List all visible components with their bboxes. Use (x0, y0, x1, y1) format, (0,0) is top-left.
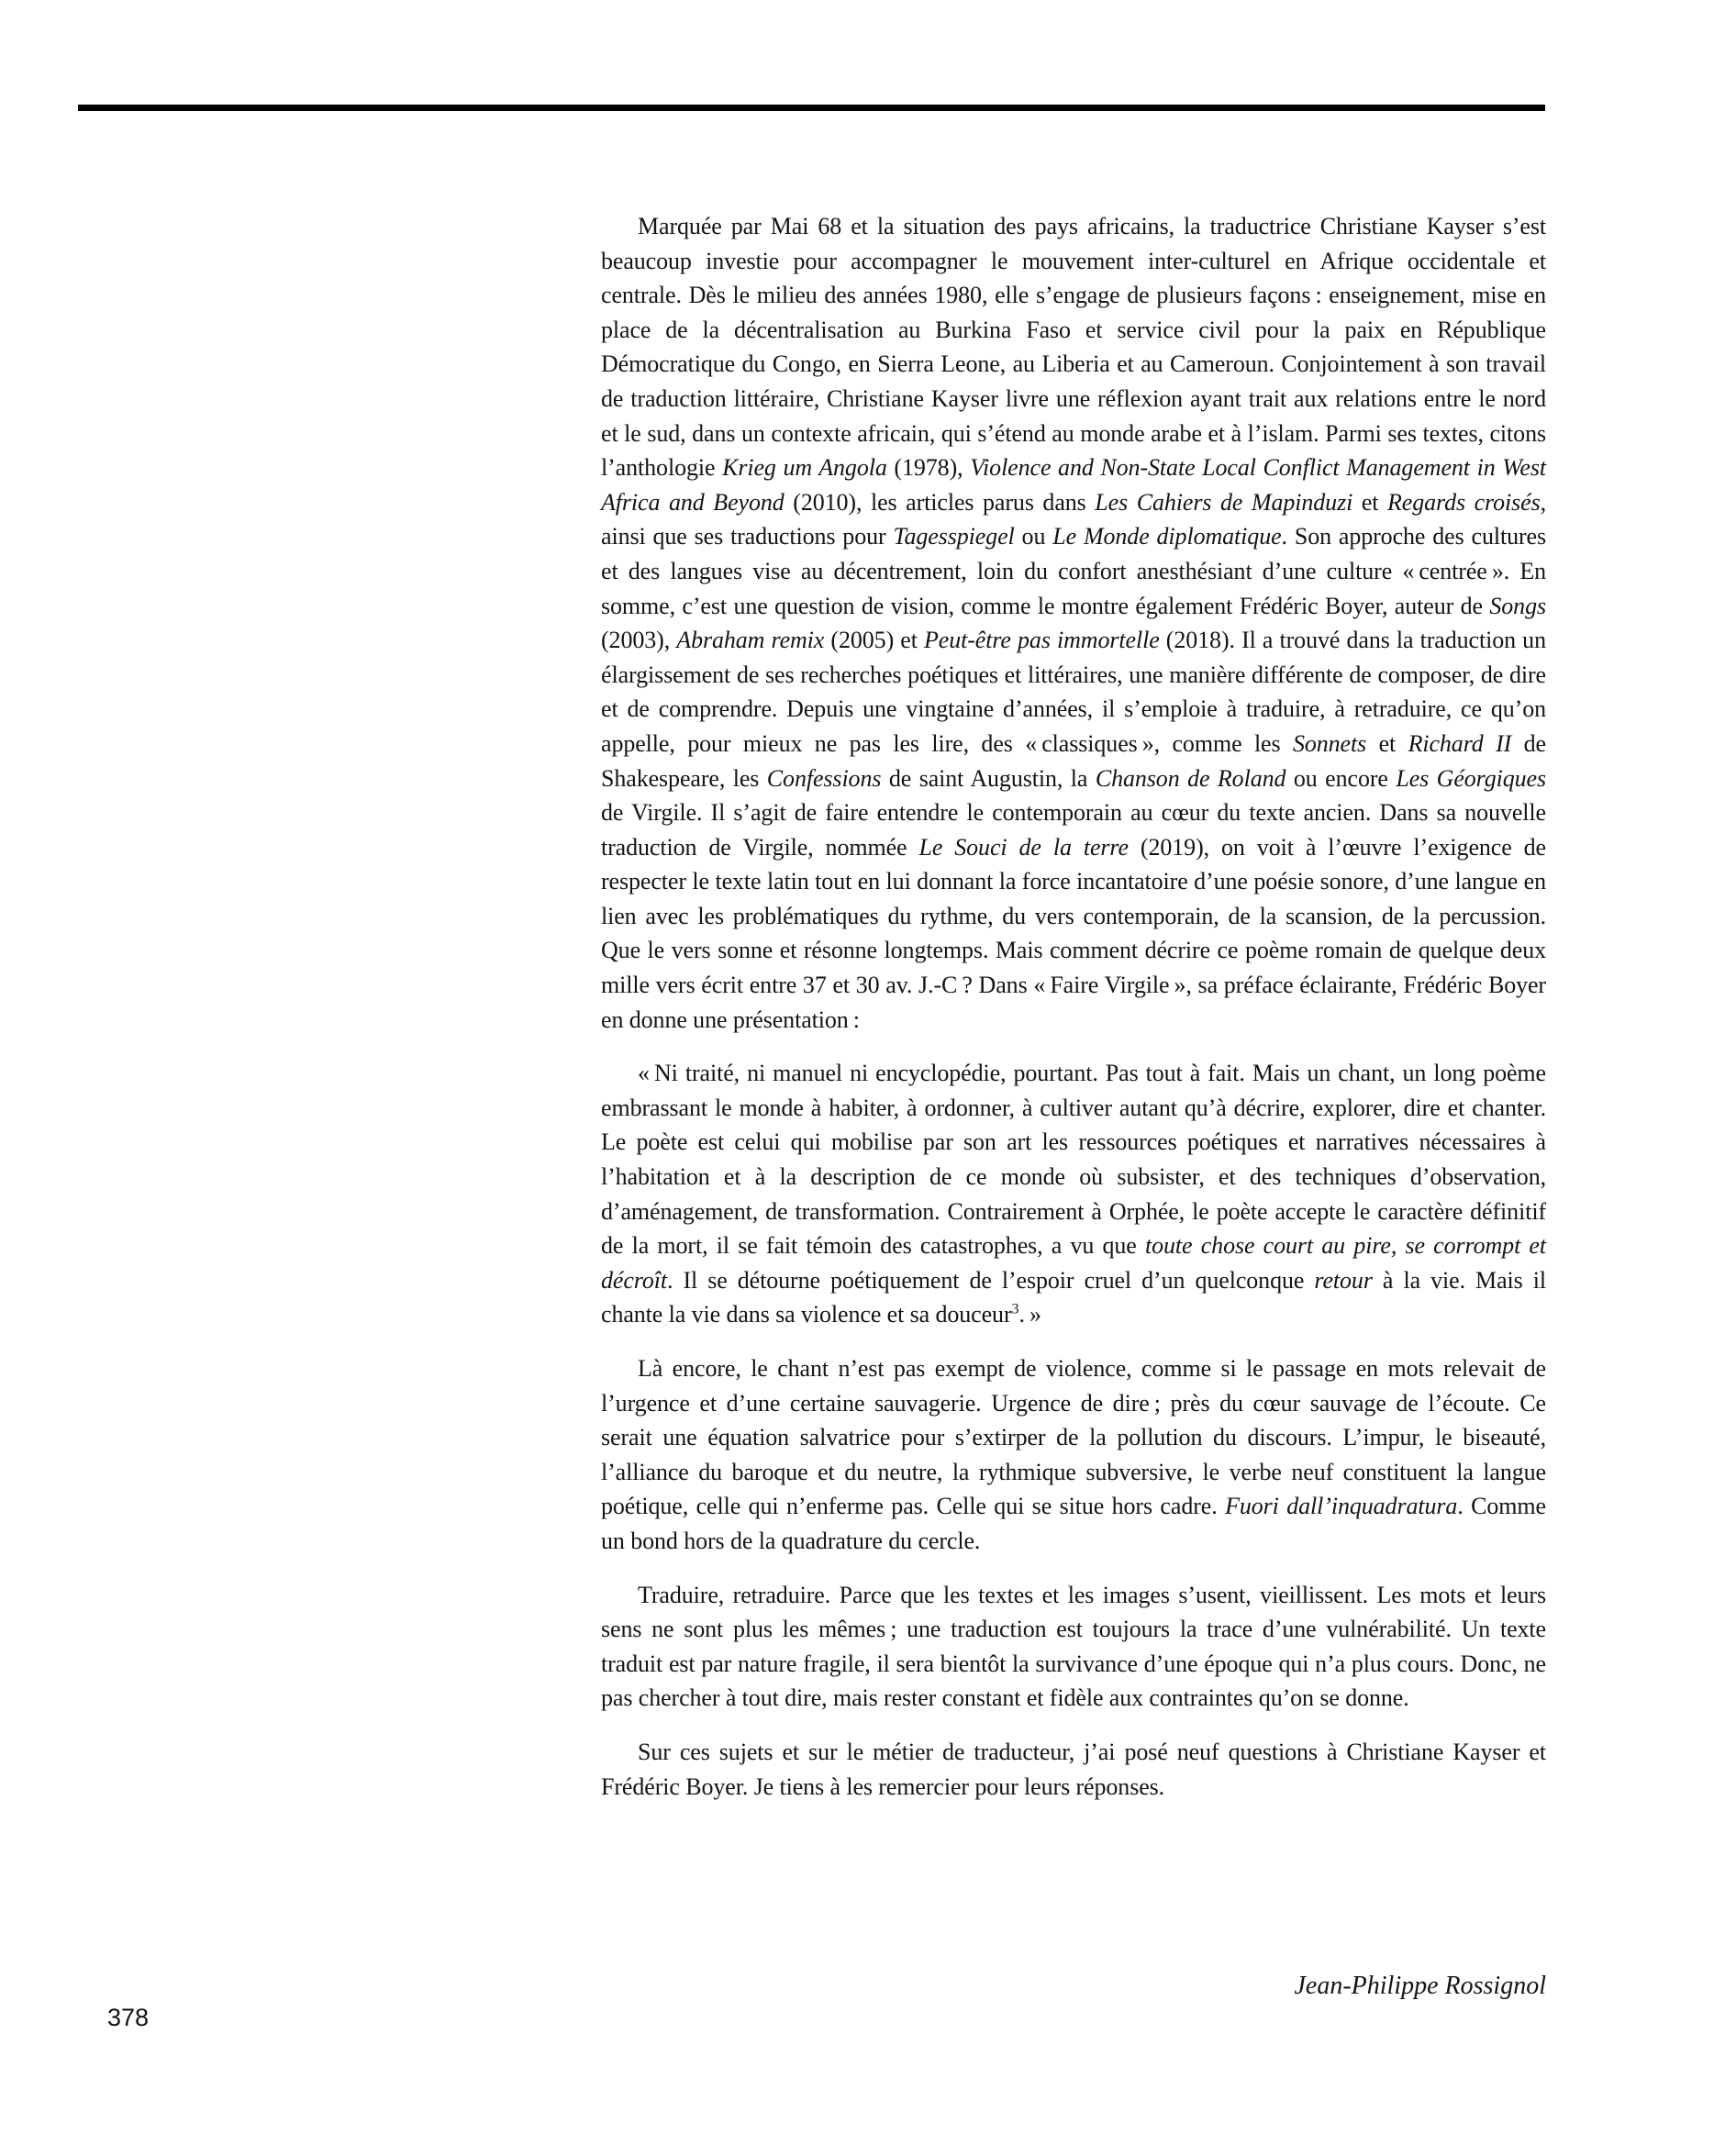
body-text: ou encore (1285, 764, 1397, 792)
body-text: de Virgile. Il s’agit de faire entendre le contemporain au cœur du texte ancien. Dans sa nouvelle traduction de Virgile, nommée (601, 799, 1546, 861)
body-text: (2005) et (824, 627, 924, 654)
body-text: Là encore, le chant n’est pas exempt de violence, comme si le passage en mots relevait de l’urgence et d’une certaine sauvagerie. Urgence de dire ; près du cœur sauvage de l’écoute. Ce serait une équation salvatrice pour s’extirper de la pollution du discours. L’impur, le biseauté, l’alliance du baroque et du neutre, la rythmique subversive, le verbe neuf constituent la langue poétique, celle qui n’enferme pas. Celle qui se situe hors cadre. (601, 1355, 1546, 1520)
top-rule (78, 105, 1545, 111)
work-title-emphasis: Krieg um Angola (722, 454, 887, 482)
body-text: « Ni traité, ni manuel ni encyclopédie, pourtant. Pas tout à fait. Mais un chant, un long poème embrassant le monde à habiter, à ordonner, à cultiver autant qu’à décrire, explorer, dire et chanter. Le poète est celui qui mobilise par son art les ressources poétiques et narratives nécessaires à l’habitation et à la description de ce monde où subsister, et des techniques d’observation, d’aménagement, de transformation. Contrairement à Orphée, le poète accepte le caractère définitif de la mort, il se fait témoin des catastrophes, a vu que (601, 1060, 1546, 1260)
body-text: (2018). Il a trouvé dans la traduction un élargissement de ses recherches poétiques et littéraires, une manière différente de composer, de dire et de comprendre. Depuis une vingtaine d’années, il s’emploie à traduire, à retraduire, ce qu’on appelle, pour mieux ne pas les lire, des « classiques », comme les (601, 627, 1546, 757)
work-title-emphasis: Tagesspiegel (893, 523, 1015, 550)
body-text: . Comme un bond hors de la quadrature du cercle. (601, 1493, 1546, 1554)
work-title-emphasis: Les Cahiers de Mapinduzi (1095, 488, 1353, 516)
body-text: Sur ces sujets et sur le métier de traducteur, j’ai posé neuf questions à Christiane Kayser et Frédéric Boyer. Je tiens à les remercier pour leurs réponses. (601, 1738, 1546, 1800)
body-text: (2003), (601, 627, 677, 654)
body-text: et (1352, 488, 1387, 516)
footnote-marker: 3 (1011, 1301, 1019, 1317)
work-title-emphasis: Confessions (766, 764, 882, 792)
body-text: . » (1018, 1301, 1041, 1328)
body-text: , ainsi que ses traductions pour (601, 488, 1546, 550)
work-title-emphasis: Songs (1489, 592, 1546, 619)
body-text: (2019), on voit à l’œuvre l’exigence de respecter le texte latin tout en lui donnant la force incantatoire d’une poésie sonore, d’une langue en lien avec les problématiques du rythme, du vers contemporain, de la scansion, de la percussion. Que le vers sonne et résonne longtemps. Mais comment décrire ce poème romain de quelque deux mille vers écrit entre 37 et 30 av. J.-C ? Dans « Faire Virgile », sa préface éclairante, Frédéric Boyer en donne une présentation : (601, 833, 1546, 1033)
article-body (601, 209, 1546, 1804)
body-text: (2010), les articles parus dans (784, 488, 1096, 516)
body-text: ou (1014, 523, 1053, 550)
work-title-emphasis: Peut-être pas immortelle (924, 627, 1160, 654)
body-text: à la vie. Mais il chante la vie dans sa violence et sa douceur (601, 1266, 1546, 1328)
paragraph-5 (601, 1735, 1546, 1804)
work-title-emphasis: Regards croisés (1387, 488, 1541, 516)
work-title-emphasis: Le Monde diplomatique (1052, 523, 1282, 550)
work-title-emphasis: Les Géorgiques (1396, 764, 1546, 792)
body-text: (1978), (886, 454, 971, 482)
paragraph-3 (601, 1351, 1546, 1559)
body-text: de Shakespeare, les (601, 729, 1546, 792)
work-title-emphasis: retour (1314, 1266, 1373, 1294)
work-title-emphasis: Richard II (1408, 729, 1512, 757)
work-title-emphasis: Abraham remix (676, 627, 825, 654)
paragraph-2 (601, 1056, 1546, 1332)
body-text: et (1366, 729, 1408, 757)
page-number: 378 (107, 2004, 150, 2031)
work-title-emphasis: toute chose court au pire, se corrompt et décroît (601, 1232, 1546, 1294)
body-text: Marquée par Mai 68 et la situation des pays africains, la traductrice Christiane Kayser s’est beaucoup investie pour accompagner le mouvement inter-culturel en Afrique occidentale et centrale. Dès le milieu des années 1980, elle s’engage de plusieurs façons : enseignement, mise en place de la décentralisation au Burkina Faso et service civil pour la paix en République Démocratique du Congo, en Sierra Leone, au Liberia et au Cameroun. Conjointement à son travail de traduction littéraire, Christiane Kayser livre une réflexion ayant trait aux relations entre le nord et le sud, dans un contexte africain, qui s’étend au monde arabe et à l’islam. Parmi ses textes, citons l’anthologie (601, 213, 1546, 482)
work-title-emphasis: Sonnets (1292, 729, 1367, 757)
author-signature: Jean-Philippe Rossignol (1294, 1972, 1546, 2000)
work-title-emphasis: Fuori dall’inquadratura (1225, 1493, 1458, 1520)
body-text: . Il se détourne poétiquement de l’espoir cruel d’un quelconque (666, 1266, 1315, 1294)
body-text: Traduire, retraduire. Parce que les textes et les images s’usent, vieillissent. Les mots et leurs sens ne sont plus les mêmes ; une traduction est toujours la trace d’une vulnérabilité. Un texte traduit est par nature fragile, il sera bientôt la survivance d’une époque qui n’a plus cours. Donc, ne pas chercher à tout dire, mais rester constant et fidèle aux contraintes qu’on se donne. (601, 1581, 1546, 1712)
paragraph-1 (601, 209, 1546, 1037)
body-text: . Son approche des cultures et des langues vise au décentrement, loin du confort anesthésiant d’une culture « centrée ». En somme, c’est une question de vision, comme le montre également Frédéric Boyer, auteur de (601, 523, 1547, 619)
body-text: de saint Augustin, la (881, 764, 1096, 792)
work-title-emphasis: Violence and Non-State Local Conflict Management in West Africa and Beyond (601, 454, 1546, 516)
work-title-emphasis: Le Souci de la terre (918, 833, 1129, 861)
work-title-emphasis: Chanson de Roland (1095, 764, 1286, 792)
paragraph-4 (601, 1578, 1546, 1716)
